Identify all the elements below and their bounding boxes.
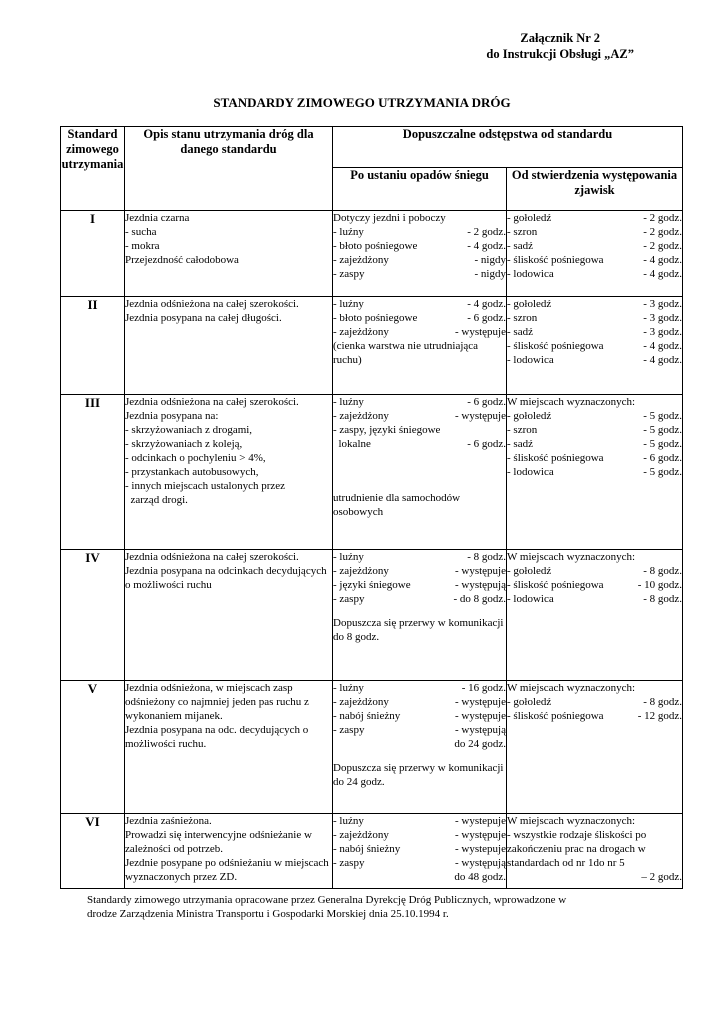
table-row xyxy=(61,297,683,395)
deviations-after-detection xyxy=(507,297,683,395)
deviation-label: - lodowica xyxy=(507,466,554,478)
deviation-label: - szron xyxy=(507,312,538,324)
cell-intro: Dotyczy jezdni i poboczy xyxy=(333,212,446,224)
deviation-value: do 48 godz. xyxy=(454,871,506,883)
deviation-label: - luźny xyxy=(333,551,364,563)
deviation-value: - 4 godz. xyxy=(643,254,682,266)
deviation-label: - szron xyxy=(507,226,538,238)
cell-intro: W miejscach wyznaczonych: - wszystkie rodzaje śliskości po zakończeniu prac na drogach w standardach od nr 1do nr 5 xyxy=(507,815,647,869)
standard-description: Jezdnia odśnieżona na całej szerokości. Jezdnia posypana na całej długości. xyxy=(125,297,333,395)
deviations-after-detection xyxy=(507,395,683,550)
deviation-line xyxy=(333,437,506,451)
deviation-line xyxy=(333,297,506,311)
deviation-line xyxy=(507,870,682,884)
deviation-value: - 6 godz. xyxy=(467,438,506,450)
deviation-line xyxy=(507,297,682,311)
footnote-line-2: drodze Zarządzenia Ministra Transportu i Gospodarki Morskiej dnia 25.10.1994 r. xyxy=(87,908,449,920)
deviation-line xyxy=(507,578,682,592)
standard-description: Jezdnia odśnieżona, w miejscach zasp odśnieżony co najmniej jeden pas ruchu z wykonaniem mijanek. Jezdnia posypana na odc. decydujących o możliwości ruchu. xyxy=(125,681,333,814)
deviation-value: - 5 godz. xyxy=(643,438,682,450)
deviation-line xyxy=(507,225,682,239)
deviation-line xyxy=(333,225,506,239)
deviation-label: - luźny xyxy=(333,396,364,408)
deviation-line xyxy=(507,339,682,353)
deviations-after-snowfall xyxy=(333,550,507,681)
deviation-line xyxy=(333,311,506,325)
deviation-value: - występuje xyxy=(454,829,506,841)
footnote-line-1: Standardy zimowego utrzymania opracowane przez Generalna Dyrekcję Dróg Publicznych, wprowadzone w xyxy=(87,894,567,906)
deviation-value: - występuje xyxy=(454,696,506,708)
deviation-line xyxy=(333,423,506,437)
deviation-value: - 3 godz. xyxy=(643,326,682,338)
header-after-detection: Od stwierdzenia występowania zjawisk xyxy=(507,168,683,211)
standard-description: Jezdnia zaśnieżona. Prowadzi się interwencyjne odśnieżanie w zależności od potrzeb. Jezdnie posypane po odśnieżaniu w miejscach wyznaczonych przez ZD. xyxy=(125,814,333,889)
deviation-label: - sadź xyxy=(507,240,533,252)
deviation-line xyxy=(333,870,506,884)
deviation-line xyxy=(507,423,682,437)
deviation-line xyxy=(507,451,682,465)
deviation-value: - 8 godz. xyxy=(643,565,682,577)
deviation-line xyxy=(507,592,682,606)
deviation-line xyxy=(507,465,682,479)
deviations-after-detection xyxy=(507,681,683,814)
deviation-line xyxy=(333,239,506,253)
deviation-value: - 4 godz. xyxy=(467,298,506,310)
deviation-label: - zajeżdżony xyxy=(333,696,389,708)
deviation-value: - występuje xyxy=(454,565,506,577)
deviation-label: - gołoledź xyxy=(507,410,552,422)
deviation-value: - 5 godz. xyxy=(643,424,682,436)
deviation-line xyxy=(507,409,682,423)
cell-note: (cienka warstwa nie utrudniająca ruchu) xyxy=(333,340,481,366)
deviation-line xyxy=(333,842,506,856)
deviation-label: - zaspy, języki śniegowe xyxy=(333,424,441,436)
deviation-value: do 24 godz. xyxy=(454,738,506,750)
deviation-label: - nabój śnieżny xyxy=(333,710,401,722)
deviation-value: - 6 godz. xyxy=(467,396,506,408)
deviation-value: - 6 godz. xyxy=(467,312,506,324)
deviation-line xyxy=(333,681,506,695)
standard-number: III xyxy=(61,395,125,550)
deviation-line xyxy=(507,253,682,267)
standard-description: Jezdnia czarna - sucha - mokra Przejezdność całodobowa xyxy=(125,211,333,297)
deviation-value: - wystepuje xyxy=(454,815,506,827)
header-allowed-deviations: Dopuszczalne odstępstwa od standardu xyxy=(333,127,683,168)
deviation-label: - luźny xyxy=(333,298,364,310)
standards-table xyxy=(60,126,683,889)
deviation-line xyxy=(333,550,506,564)
deviations-after-detection xyxy=(507,814,683,889)
deviation-label: - śliskość pośniegowa xyxy=(507,340,604,352)
deviation-label: - lodowica xyxy=(507,268,554,280)
table-row xyxy=(61,681,683,814)
deviation-line xyxy=(333,592,506,606)
header-description: Opis stanu utrzymania dróg dla danego standardu xyxy=(125,127,333,211)
deviation-line xyxy=(507,311,682,325)
deviation-label: - sadź xyxy=(507,326,533,338)
deviation-label: - zajeżdżony xyxy=(333,410,389,422)
deviation-value: - 5 godz. xyxy=(643,410,682,422)
deviation-label: lokalne xyxy=(333,438,371,450)
standard-number: I xyxy=(61,211,125,297)
deviation-value: - 4 godz. xyxy=(643,268,682,280)
deviation-line xyxy=(333,578,506,592)
deviation-value: - 4 godz. xyxy=(643,354,682,366)
deviation-line xyxy=(507,325,682,339)
deviation-line xyxy=(333,737,506,751)
deviation-value: - 3 godz. xyxy=(643,312,682,324)
standard-number: IV xyxy=(61,550,125,681)
deviation-label: - lodowica xyxy=(507,593,554,605)
deviation-value: - 10 godz. xyxy=(637,579,682,591)
deviation-label: - śliskość pośniegowa xyxy=(507,579,604,591)
standard-number: VI xyxy=(61,814,125,889)
deviation-value: - 8 godz. xyxy=(643,696,682,708)
standard-description: Jezdnia odśnieżona na całej szerokości. Jezdnia posypana na odcinkach decydujących o możliwości ruchu xyxy=(125,550,333,681)
deviations-after-detection xyxy=(507,550,683,681)
deviation-label: - luźny xyxy=(333,815,364,827)
deviation-value: - nigdy xyxy=(474,254,506,266)
deviation-line xyxy=(333,253,506,267)
deviation-line xyxy=(333,395,506,409)
deviation-value: - 2 godz. xyxy=(643,226,682,238)
cell-intro: W miejscach wyznaczonych: xyxy=(507,396,636,408)
deviation-line xyxy=(507,267,682,281)
table-body xyxy=(61,211,683,889)
deviation-label: - szron xyxy=(507,424,538,436)
deviation-value: - występują xyxy=(454,857,506,869)
deviation-line xyxy=(507,437,682,451)
cell-note: utrudnienie dla samochodów osobowych xyxy=(333,492,463,518)
deviation-value: - 4 godz. xyxy=(467,240,506,252)
table-row xyxy=(61,550,683,681)
deviation-label: - śliskość pośniegowa xyxy=(507,710,604,722)
deviation-value: - występują xyxy=(454,724,506,736)
deviation-value: - występuje xyxy=(454,710,506,722)
page-title: STANDARDY ZIMOWEGO UTRZYMANIA DRÓG xyxy=(213,95,511,110)
deviation-label: - zajeżdżony xyxy=(333,326,389,338)
deviation-label: - śliskość pośniegowa xyxy=(507,452,604,464)
deviation-value: - 2 godz. xyxy=(643,240,682,252)
deviation-line xyxy=(333,409,506,423)
deviation-line xyxy=(333,564,506,578)
deviations-after-snowfall xyxy=(333,681,507,814)
deviation-label: - lodowica xyxy=(507,354,554,366)
deviation-line xyxy=(507,709,682,723)
deviation-line xyxy=(507,353,682,367)
deviations-after-snowfall xyxy=(333,814,507,889)
deviation-label: - gołoledź xyxy=(507,298,552,310)
standard-description: Jezdnia odśnieżona na całej szerokości. Jezdnia posypana na: - skrzyżowaniach z drogami, - skrzyżowaniach z koleją, - odcinkach o pochyleniu > 4%, - przystankach autobusowych, - innych miejscach ustalonych przez zarząd drogi. xyxy=(125,395,333,550)
cell-note: Dopuszcza się przerwy w komunikacji do 8 godz. xyxy=(333,617,507,643)
deviation-line xyxy=(507,695,682,709)
deviation-label: - śliskość pośniegowa xyxy=(507,254,604,266)
header-after-snowfall: Po ustaniu opadów śniegu xyxy=(333,168,507,211)
deviation-value: - 5 godz. xyxy=(643,466,682,478)
deviation-value: - 16 godz. xyxy=(461,682,506,694)
deviation-value: - 12 godz. xyxy=(637,710,682,722)
deviation-line xyxy=(333,828,506,842)
deviation-label: - zajeżdżony xyxy=(333,254,389,266)
deviation-line xyxy=(333,856,506,870)
deviation-label: - luźny xyxy=(333,226,364,238)
deviation-value: - 8 godz. xyxy=(467,551,506,563)
deviation-label: - nabój śnieżny xyxy=(333,843,401,855)
deviations-after-snowfall xyxy=(333,211,507,297)
attachment-reference: do Instrukcji Obsługi „AZ” xyxy=(486,47,634,61)
table-row xyxy=(61,395,683,550)
table-row xyxy=(61,814,683,889)
deviation-value: – 2 godz. xyxy=(641,871,682,883)
deviation-value: - występują xyxy=(454,579,506,591)
deviation-label: - zaspy xyxy=(333,724,365,736)
deviation-line xyxy=(507,564,682,578)
deviation-label: - luźny xyxy=(333,682,364,694)
deviation-line xyxy=(333,723,506,737)
deviation-value: - 3 godz. xyxy=(643,298,682,310)
standard-number: V xyxy=(61,681,125,814)
deviation-value: - występuje xyxy=(454,410,506,422)
deviation-value: - występuje xyxy=(454,326,506,338)
deviation-label: - zajeżdżony xyxy=(333,829,389,841)
cell-intro: W miejscach wyznaczonych: xyxy=(507,682,636,694)
deviation-label: - gołoledź xyxy=(507,565,552,577)
attachment-number: Załącznik Nr 2 xyxy=(520,31,601,45)
deviation-value: - wystepuje xyxy=(454,843,506,855)
deviation-label: - gołoledź xyxy=(507,696,552,708)
footnote xyxy=(87,893,687,921)
deviation-value: - 2 godz. xyxy=(467,226,506,238)
deviation-label: - zaspy xyxy=(333,857,365,869)
deviation-label: - języki śniegowe xyxy=(333,579,411,591)
deviations-after-detection xyxy=(507,211,683,297)
deviation-value: - 2 godz. xyxy=(643,212,682,224)
deviations-after-snowfall xyxy=(333,395,507,550)
attachment-header xyxy=(486,30,634,62)
deviation-line xyxy=(333,709,506,723)
cell-note: Dopuszcza się przerwy w komunikacji do 24 godz. xyxy=(333,762,507,788)
deviation-value: - 6 godz. xyxy=(643,452,682,464)
deviation-value: - 8 godz. xyxy=(643,593,682,605)
deviation-line xyxy=(333,267,506,281)
cell-intro: W miejscach wyznaczonych: xyxy=(507,551,636,563)
deviation-label: - zaspy xyxy=(333,593,365,605)
deviation-label: - zaspy xyxy=(333,268,365,280)
deviation-line xyxy=(333,325,506,339)
deviation-line xyxy=(333,814,506,828)
deviation-value: - do 8 godz. xyxy=(453,593,506,605)
table-row xyxy=(61,211,683,297)
deviation-value: - nigdy xyxy=(474,268,506,280)
deviation-label: - błoto pośniegowe xyxy=(333,240,418,252)
header-standard: Standard zimowego utrzymania xyxy=(61,127,125,211)
deviation-label: - błoto pośniegowe xyxy=(333,312,418,324)
deviation-label: - sadź xyxy=(507,438,533,450)
deviation-label: - zajeżdżony xyxy=(333,565,389,577)
deviation-line xyxy=(507,239,682,253)
deviations-after-snowfall xyxy=(333,297,507,395)
deviation-line xyxy=(507,211,682,225)
standard-number: II xyxy=(61,297,125,395)
deviation-label: - gołoledź xyxy=(507,212,552,224)
deviation-line xyxy=(333,695,506,709)
deviation-value: - 4 godz. xyxy=(643,340,682,352)
